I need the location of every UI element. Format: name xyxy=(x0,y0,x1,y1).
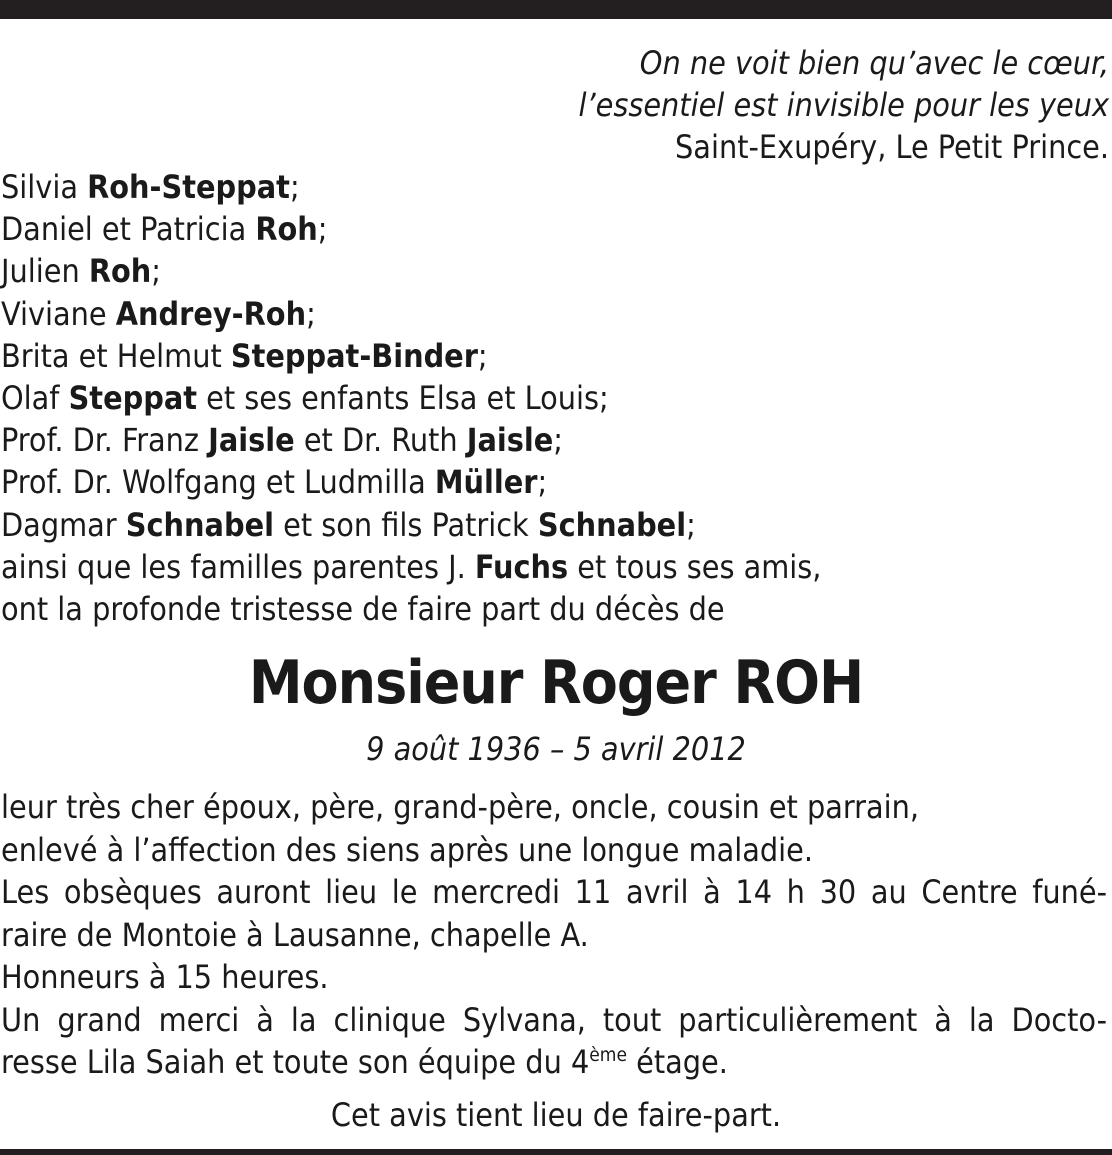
announcement-line: ont la profonde tristesse de faire part du décès de xyxy=(1,590,725,629)
body-line: Un grand merci à la clinique Sylvana, tout particulièrement à la Docto- xyxy=(1,1000,1107,1039)
mourner-line: Daniel et Patricia Roh; xyxy=(1,210,328,249)
mourner-line: Viviane Andrey-Roh; xyxy=(1,294,316,333)
body-line: leur très cher époux, père, grand-père, oncle, cousin et parrain, xyxy=(1,788,920,826)
mourner-line: ainsi que les familles parentes J. Fuchs et tous ses amis, xyxy=(1,547,822,586)
body-line: Les obsèques auront lieu le mercredi 11 avril à 14 h 30 au Centre funé- xyxy=(1,873,1107,911)
deceased-name: Monsieur Roger ROH xyxy=(248,648,864,718)
bottom-rule xyxy=(0,1149,1112,1155)
closing-note: Cet avis tient lieu de faire-part. xyxy=(330,1096,782,1134)
body-line: Honneurs à 15 heures. xyxy=(1,958,329,996)
life-dates: 9 août 1936 – 5 avril 2012 xyxy=(366,730,746,768)
epigraph-quote xyxy=(578,42,1109,168)
mourner-line: Silvia Roh-Steppat; xyxy=(1,168,300,206)
body-line: enlevé à l’affection des siens après une longue maladie. xyxy=(1,830,814,869)
mourners-list xyxy=(1,166,1101,630)
quote-line-2: l’essentiel est invisible pour les yeux xyxy=(578,86,1109,124)
mourner-line: Prof. Dr. Wolfgang et Ludmilla Müller; xyxy=(1,463,548,502)
mourner-line: Prof. Dr. Franz Jaisle et Dr. Ruth Jaisle; xyxy=(1,421,563,460)
mourner-line: Brita et Helmut Steppat-Binder; xyxy=(1,336,488,375)
notice-body xyxy=(1,786,1107,1084)
quote-line-1: On ne voit bien qu’avec le cœur, xyxy=(639,44,1109,82)
mourner-line: Julien Roh; xyxy=(1,252,161,291)
mourner-line: Olaf Steppat et ses enfants Elsa et Louis; xyxy=(1,379,609,418)
mourner-line: Dagmar Schnabel et son fils Patrick Schnabel; xyxy=(1,505,696,544)
body-line: raire de Montoie à Lausanne, chapelle A. xyxy=(1,915,589,954)
quote-source: Saint-Exupéry, Le Petit Prince. xyxy=(675,128,1109,166)
body-line: resse Lila Saiah et toute son équipe du 4ème étage. xyxy=(1,1043,728,1081)
top-rule xyxy=(0,0,1112,19)
